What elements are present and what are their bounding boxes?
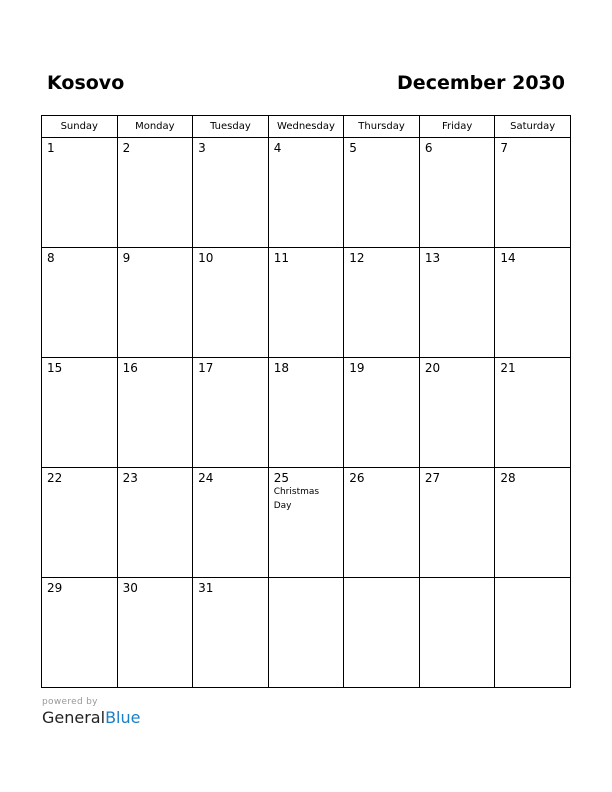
country-title: Kosovo [47,72,125,94]
day-number: 21 [500,361,516,375]
day-cell [193,578,269,688]
day-cell [495,138,571,248]
day-number: 17 [198,361,214,375]
day-cell [495,468,571,578]
month-year-title: December 2030 [397,72,565,94]
day-number: 5 [349,141,357,155]
day-cell [42,248,118,358]
day-cell [193,358,269,468]
day-cell [42,138,118,248]
day-cell [42,358,118,468]
day-cell [344,248,420,358]
holiday-label: Christmas Day [273,487,320,511]
day-number: 11 [273,251,289,265]
powered-by-text: powered by [42,697,98,707]
day-number: 13 [424,251,441,265]
brand-name-part2: Blue [105,708,141,727]
day-cell [117,138,193,248]
calendar-grid [41,115,571,688]
week-row [42,358,571,468]
weekday-thursday: Thursday [344,116,420,138]
day-number: 16 [122,361,138,375]
weekday-header-row [42,116,571,138]
weekday-wednesday: Wednesday [268,116,344,138]
footer-branding [42,697,140,728]
weekday-saturday: Saturday [495,116,571,138]
day-number: 25 [273,471,289,485]
day-cell [419,138,495,248]
day-number: 24 [198,471,214,485]
day-number: 10 [198,251,214,265]
day-cell [344,138,420,248]
day-number: 29 [47,581,63,595]
day-number: 3 [198,141,206,155]
day-cell [419,468,495,578]
day-number: 28 [500,471,516,485]
day-cell [117,358,193,468]
day-cell [268,358,344,468]
weekday-sunday: Sunday [42,116,118,138]
day-cell [419,358,495,468]
day-number: 8 [47,251,55,265]
day-number: 12 [349,251,365,265]
week-row [42,248,571,358]
day-number: 30 [122,581,138,595]
day-cell [117,248,193,358]
day-cell [495,248,571,358]
day-number: 7 [500,141,509,155]
day-cell [117,578,193,688]
day-number: 1 [47,141,55,155]
day-number: 22 [47,471,63,485]
day-number: 23 [122,471,138,485]
empty-day-cell [344,578,420,688]
empty-day-cell [268,578,344,688]
empty-day-cell [495,578,571,688]
day-number: 14 [500,251,516,265]
day-number: 19 [349,361,365,375]
day-cell [268,138,344,248]
day-cell [42,468,118,578]
weekday-monday: Monday [117,116,193,138]
day-cell [117,468,193,578]
day-cell [193,138,269,248]
day-cell [344,468,420,578]
day-number: 18 [273,361,289,375]
empty-day-cell [419,578,495,688]
day-cell [193,248,269,358]
day-cell [419,248,495,358]
day-cell [344,358,420,468]
day-cell [42,578,118,688]
day-number: 4 [273,141,282,155]
weekday-friday: Friday [419,116,495,138]
day-cell [268,468,344,578]
day-number: 6 [424,141,433,155]
brand-logo[interactable] [42,708,140,728]
day-number: 27 [424,471,441,485]
brand-name-part1: General [42,708,106,727]
day-number: 26 [349,471,365,485]
week-row [42,138,571,248]
day-number: 15 [47,361,63,375]
day-number: 2 [122,141,131,155]
week-row [42,468,571,578]
day-number: 20 [424,361,441,375]
day-number: 31 [198,581,214,595]
day-number: 9 [122,251,131,265]
week-row [42,578,571,688]
day-cell [193,468,269,578]
weekday-tuesday: Tuesday [193,116,269,138]
day-cell [495,358,571,468]
day-cell [268,248,344,358]
